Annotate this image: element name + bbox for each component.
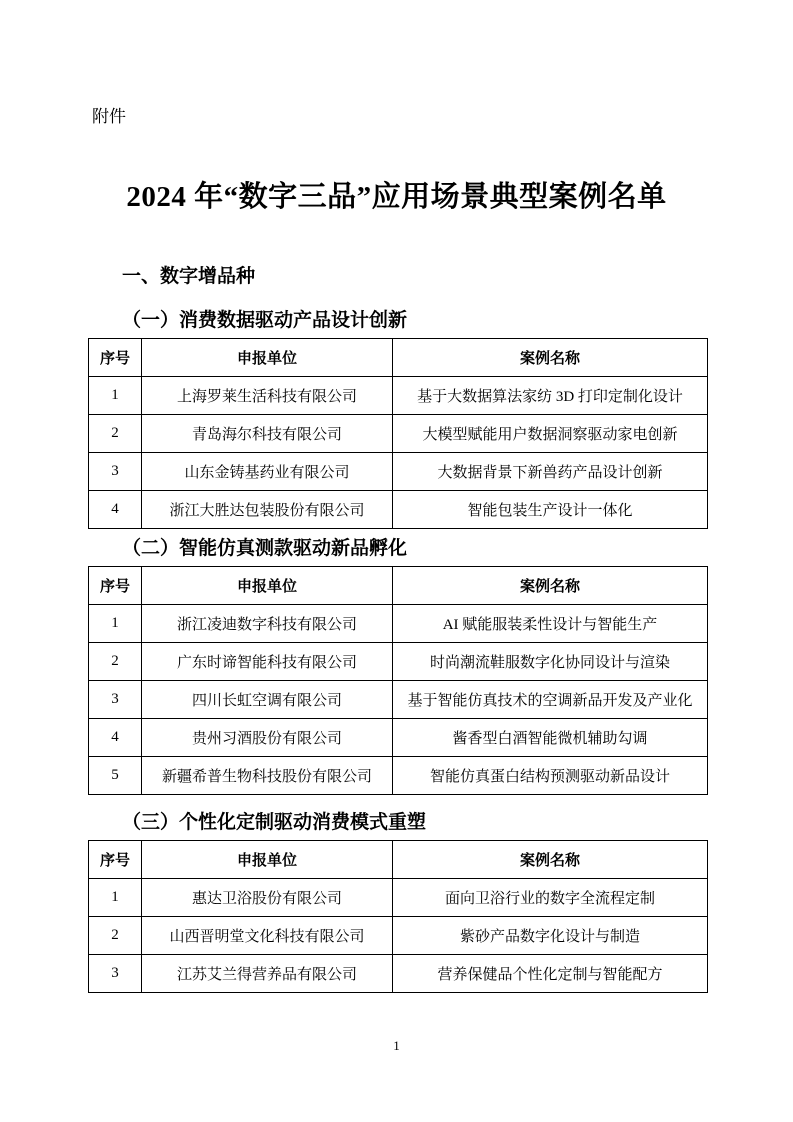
column-header-case-name: 案例名称	[393, 567, 708, 605]
column-header-index: 序号	[89, 339, 142, 377]
column-header-index: 序号	[89, 567, 142, 605]
cell-index: 3	[89, 955, 142, 993]
table-header-row	[89, 339, 708, 377]
cell-organization: 四川长虹空调有限公司	[142, 681, 393, 719]
cell-index: 1	[89, 879, 142, 917]
subsection-heading-2: （二）智能仿真测款驱动新品孵化	[122, 538, 408, 559]
column-header-case-name: 案例名称	[393, 841, 708, 879]
page-number: 1	[393, 1038, 400, 1053]
cell-index: 1	[89, 605, 142, 643]
table-row	[89, 879, 708, 917]
case-table-2	[88, 566, 708, 795]
cell-case-name: 基于智能仿真技术的空调新品开发及产业化	[393, 681, 708, 719]
cell-case-name: AI 赋能服装柔性设计与智能生产	[393, 605, 708, 643]
table-row	[89, 955, 708, 993]
cell-index: 4	[89, 719, 142, 757]
page-title: 2024 年“数字三品”应用场景典型案例名单	[126, 181, 667, 213]
cell-organization: 新疆希普生物科技股份有限公司	[142, 757, 393, 795]
section-heading-digital-variety: 一、数字增品种	[122, 266, 256, 287]
table-row	[89, 491, 708, 529]
cell-index: 3	[89, 681, 142, 719]
cell-organization: 江苏艾兰得营养品有限公司	[142, 955, 393, 993]
cell-organization: 浙江凌迪数字科技有限公司	[142, 605, 393, 643]
column-header-organization: 申报单位	[142, 567, 393, 605]
cell-case-name: 酱香型白酒智能微机辅助勾调	[393, 719, 708, 757]
cell-case-name: 时尚潮流鞋服数字化协同设计与渲染	[393, 643, 708, 681]
column-header-case-name: 案例名称	[393, 339, 708, 377]
cell-organization: 惠达卫浴股份有限公司	[142, 879, 393, 917]
cell-index: 2	[89, 917, 142, 955]
table-row	[89, 719, 708, 757]
cell-case-name: 紫砂产品数字化设计与制造	[393, 917, 708, 955]
case-table-3	[88, 840, 708, 993]
cell-case-name: 智能仿真蛋白结构预测驱动新品设计	[393, 757, 708, 795]
table-header-row	[89, 841, 708, 879]
table-row	[89, 681, 708, 719]
cell-organization: 浙江大胜达包装股份有限公司	[142, 491, 393, 529]
cell-index: 2	[89, 643, 142, 681]
subsection-heading-3: （三）个性化定制驱动消费模式重塑	[122, 812, 427, 833]
table-row	[89, 757, 708, 795]
cell-case-name: 大数据背景下新兽药产品设计创新	[393, 453, 708, 491]
table-header-row	[89, 567, 708, 605]
cell-case-name: 营养保健品个性化定制与智能配方	[393, 955, 708, 993]
cell-index: 2	[89, 415, 142, 453]
column-header-organization: 申报单位	[142, 841, 393, 879]
table-row	[89, 643, 708, 681]
cell-organization: 贵州习酒股份有限公司	[142, 719, 393, 757]
cell-organization: 山东金铸基药业有限公司	[142, 453, 393, 491]
cell-case-name: 面向卫浴行业的数字全流程定制	[393, 879, 708, 917]
table-row	[89, 453, 708, 491]
cell-case-name: 大模型赋能用户数据洞察驱动家电创新	[393, 415, 708, 453]
subsection-heading-1: （一）消费数据驱动产品设计创新	[122, 310, 408, 331]
attachment-label: 附件	[92, 107, 126, 126]
cell-organization: 青岛海尔科技有限公司	[142, 415, 393, 453]
column-header-organization: 申报单位	[142, 339, 393, 377]
cell-index: 1	[89, 377, 142, 415]
cell-index: 3	[89, 453, 142, 491]
table-row	[89, 377, 708, 415]
column-header-index: 序号	[89, 841, 142, 879]
cell-organization: 上海罗莱生活科技有限公司	[142, 377, 393, 415]
case-table-1	[88, 338, 708, 529]
table-row	[89, 415, 708, 453]
cell-organization: 山西晋明堂文化科技有限公司	[142, 917, 393, 955]
table-row	[89, 605, 708, 643]
cell-case-name: 基于大数据算法家纺 3D 打印定制化设计	[393, 377, 708, 415]
cell-index: 4	[89, 491, 142, 529]
cell-case-name: 智能包装生产设计一体化	[393, 491, 708, 529]
cell-index: 5	[89, 757, 142, 795]
table-row	[89, 917, 708, 955]
cell-organization: 广东时谛智能科技有限公司	[142, 643, 393, 681]
